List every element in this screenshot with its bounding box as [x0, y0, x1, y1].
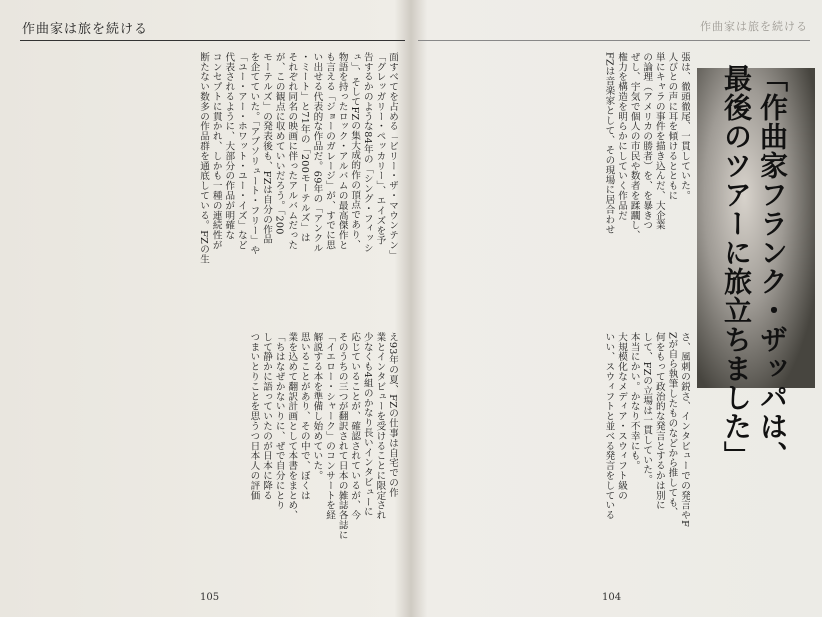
left-line: 少なくも4組のかなり長いインタビューに	[361, 332, 373, 517]
left-line: 「ユー・アー・ホワット・ユー・イズ」など	[235, 52, 247, 250]
right-line: 張は、徹頭徹尾、一貫していた。	[679, 52, 690, 201]
left-line: 業を込めて翻訳計画として本書をまとめ、	[286, 332, 298, 521]
right-line: 本当にかい。かなり不幸にも。	[628, 332, 640, 471]
page-number-right: 104	[602, 592, 622, 603]
left-line: ・ミート」と71年の「200モーテルズ」は	[298, 52, 310, 243]
left-line: も言える「ジョーのガレージ」が、すでに思	[324, 52, 336, 250]
left-line: それぞれ同名の映画に伴ったアルバムだった	[286, 52, 298, 250]
right-line: さ、風刺の鋭さ、インタビューでの発言やF	[679, 332, 690, 528]
right-page	[412, 0, 822, 617]
right-columns	[420, 52, 690, 592]
left-line: 「ちはなぜかないりに、ぜで自分にとり	[273, 332, 285, 511]
right-line: して、FZの立場は一貫していた。	[641, 332, 653, 485]
left-line: 告するかのような84年の「シング・フィッシ	[361, 52, 373, 253]
left-line: 解説する本を準備し始めていた。	[311, 332, 323, 481]
left-line: 「イエロー・シャーク」のコンサートを経	[324, 332, 336, 521]
left-line: そのうちの三つが翻訳されて日本の雑誌各誌に	[336, 332, 348, 540]
headline-line-1: 「作曲家フランク・ザッパは、	[756, 64, 789, 470]
left-line: を企てていた。「アブソリュート・フリー」や	[248, 52, 260, 256]
left-line: ュ」、そしてFZの集大成的作の頂点であり、	[349, 52, 361, 250]
right-line: FZは音楽家として、その現場に居合わせ	[603, 52, 615, 235]
right-line: の論理（アメリカの勝者）を、を暴きつ	[641, 52, 653, 231]
right-line: 大規模化なメディア・スウィフト級の	[616, 332, 628, 501]
right-line: 何をもって政治的な発言とするかは別に	[653, 332, 665, 511]
left-line: つまいとりことを思うつ日本人の評価	[248, 332, 260, 501]
right-line: ぜし、宇気で個人の市民や数者を蹂躙し、	[628, 52, 640, 241]
left-line: コンセプトに貫かれ、しかも一種の連続性が	[210, 52, 222, 250]
left-text-stack	[16, 52, 398, 592]
left-line: 面すべてを占める「ビリー・ザ・マウンテン」	[387, 52, 398, 260]
left-line: 物語を持ったロック・アルバムの最高傑作と	[336, 52, 348, 250]
right-line: 人びとの声に耳を傾けるとともに	[666, 52, 678, 201]
left-columns	[16, 52, 398, 592]
left-line: い出せる代表的な作品だ。69年の「アンクル	[311, 52, 323, 253]
left-line: モーテルズ」の発表後も、FZは自分の作品	[261, 52, 273, 245]
right-text-stack	[420, 52, 690, 592]
left-line: が、この観点に収めていいだろう。「200	[273, 52, 285, 235]
right-text-top	[420, 52, 690, 312]
right-line: 権力を構造を明らかにしていく作品だ	[616, 52, 628, 221]
left-page	[0, 0, 410, 617]
page-number-left: 105	[200, 592, 220, 603]
left-line: 応じていることが、確認されているが、今	[349, 332, 361, 521]
left-text-top	[16, 52, 398, 312]
article-headline	[718, 64, 790, 584]
left-line: して静かに語っていたのが日本に降る	[261, 332, 273, 501]
right-line: 単にキャラの事件を描き込んだ、大企業	[653, 52, 665, 231]
running-head-right: 作曲家は旅を続ける	[700, 20, 808, 33]
right-line: いい、スウィフトと並べる発言をしている	[603, 332, 615, 521]
header-rule-right	[418, 40, 810, 41]
left-line: 断たない数多の作品群を通底している。FZの生	[198, 52, 210, 264]
header-rule-left	[20, 40, 405, 41]
left-line: 「グレッガリー・ペッカリー」、エイズを予	[374, 52, 386, 246]
left-line: え93年の夏、FZの仕事は自宅での作	[387, 332, 398, 498]
left-line: 思いることがあり、その中で、ぼくは	[298, 332, 310, 501]
left-line: 業とインタビューを受けることに限定され	[374, 332, 386, 521]
running-head-left: 作曲家は旅を続ける	[22, 22, 149, 37]
headline-line-2: 最後のツアーに旅立ちました」	[720, 64, 753, 470]
left-text-bottom	[16, 332, 398, 592]
left-line: 代表されるように、大部分の作品が明確な	[223, 52, 235, 241]
right-line: Zが自ら執筆したものなどから推しても、	[666, 332, 678, 518]
right-text-bottom	[420, 332, 690, 592]
